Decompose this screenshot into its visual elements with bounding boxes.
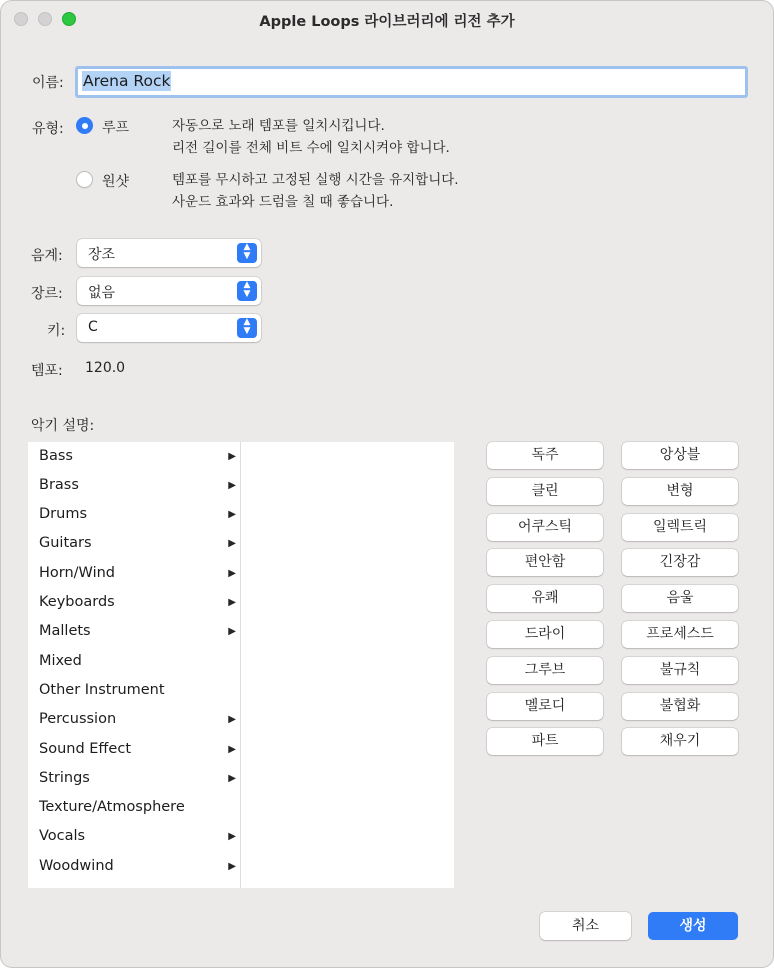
list-item-label: Sound Effect: [39, 740, 131, 757]
descriptor-button[interactable]: 일렉트릭: [622, 514, 738, 541]
triangle-right-icon: ▶: [228, 597, 236, 608]
list-item-label: Keyboards: [39, 594, 115, 610]
list-item[interactable]: [28, 853, 240, 882]
genre-popup[interactable]: [77, 277, 261, 305]
genre-popup-value: 없음: [88, 285, 116, 301]
list-item-label: Mixed: [39, 652, 82, 669]
loop-radio[interactable]: [76, 117, 93, 134]
oneshot-description-line1: 템포를 무시하고 고정된 실행 시간을 유지합니다.: [172, 172, 459, 188]
list-item-label: Percussion: [39, 711, 117, 728]
list-item[interactable]: [28, 472, 240, 501]
list-item-label: Texture/Atmosphere: [39, 799, 185, 816]
list-item[interactable]: [28, 648, 240, 677]
window-title: Apple Loops 라이브러리에 리전 추가: [259, 14, 515, 30]
list-item-label: Woodwind: [39, 857, 114, 874]
create-button[interactable]: 생성: [648, 912, 738, 940]
scale-popup-value: 장조: [88, 247, 116, 263]
triangle-right-icon: ▶: [228, 831, 236, 843]
descriptor-button[interactable]: 프로세스드: [622, 621, 738, 648]
list-item[interactable]: [28, 794, 240, 823]
descriptor-button[interactable]: 앙상블: [622, 442, 738, 469]
chevron-updown-icon: ▲ ▼: [237, 243, 257, 263]
key-popup[interactable]: [77, 314, 261, 342]
descriptor-button[interactable]: 그루브: [487, 657, 603, 684]
tempo-label: 템포:: [31, 363, 63, 379]
list-item[interactable]: [28, 501, 240, 530]
descriptor-button[interactable]: 유쾌: [487, 585, 603, 612]
descriptor-button[interactable]: 불규칙: [622, 657, 738, 684]
column-divider: [240, 442, 241, 888]
scale-label: 음계:: [31, 248, 63, 264]
descriptor-button[interactable]: 독주: [487, 442, 603, 469]
list-item-label: Drums: [39, 506, 87, 523]
key-label: 키:: [47, 323, 66, 339]
descriptor-button[interactable]: 어쿠스틱: [487, 514, 603, 541]
list-item-label: Other Instrument: [39, 681, 165, 698]
oneshot-radio[interactable]: [76, 171, 93, 188]
descriptor-button[interactable]: 클린: [487, 478, 603, 505]
loop-description-line2: 리전 길이를 전체 비트 수에 일치시켜야 합니다.: [172, 140, 450, 156]
triangle-right-icon: ▶: [228, 567, 236, 579]
name-field[interactable]: [75, 66, 748, 98]
triangle-right-icon: ▶: [228, 772, 236, 784]
list-item-label: Bass: [39, 447, 73, 464]
loop-description-line1: 자동으로 노래 템포를 일치시킵니다.: [172, 118, 385, 134]
descriptor-button[interactable]: 편안함: [487, 549, 603, 576]
descriptor-button[interactable]: 드라이: [487, 621, 603, 648]
list-item[interactable]: [28, 618, 240, 647]
list-item[interactable]: [28, 530, 240, 559]
descriptor-button[interactable]: 변형: [622, 478, 738, 505]
name-field-value: Arena Rock: [83, 72, 171, 90]
list-item[interactable]: [28, 560, 240, 589]
loop-radio-label[interactable]: 루프: [102, 120, 130, 136]
oneshot-description-line2: 사운드 효과와 드럼을 칠 때 좋습니다.: [172, 194, 394, 210]
triangle-right-icon: ▶: [228, 714, 236, 726]
triangle-right-icon: ▶: [228, 538, 236, 550]
scale-popup[interactable]: [77, 239, 261, 267]
descriptor-button[interactable]: 채우기: [622, 728, 738, 755]
triangle-right-icon: ▶: [228, 450, 236, 462]
name-label: 이름:: [32, 75, 64, 91]
list-item[interactable]: [28, 443, 240, 472]
list-item-label: Guitars: [39, 535, 92, 552]
key-popup-value: C: [88, 319, 98, 335]
list-item[interactable]: [28, 765, 240, 794]
descriptor-button[interactable]: 파트: [487, 728, 603, 755]
list-item[interactable]: [28, 823, 240, 852]
triangle-right-icon: ▶: [228, 860, 236, 872]
list-item-label: Brass: [39, 476, 79, 493]
chevron-updown-icon: ▲ ▼: [237, 281, 257, 301]
tempo-value: 120.0: [85, 360, 126, 376]
descriptor-button[interactable]: 긴장감: [622, 549, 738, 576]
list-item-label: Vocals: [39, 828, 86, 845]
descriptor-button[interactable]: 음울: [622, 585, 738, 612]
instrument-browser[interactable]: [28, 442, 454, 888]
chevron-updown-icon: ▲ ▼: [237, 318, 257, 338]
descriptor-button[interactable]: 불협화: [622, 693, 738, 720]
list-item[interactable]: [28, 677, 240, 706]
triangle-right-icon: ▶: [228, 743, 236, 755]
triangle-right-icon: ▶: [228, 509, 236, 521]
list-item[interactable]: [28, 589, 240, 618]
descriptor-button[interactable]: 멜로디: [487, 693, 603, 720]
list-item[interactable]: [28, 706, 240, 735]
title-bar: [1, 1, 773, 39]
genre-label: 장르:: [31, 286, 63, 302]
list-item[interactable]: [28, 736, 240, 765]
type-label: 유형:: [32, 121, 64, 137]
list-item-label: Strings: [39, 769, 90, 786]
list-item-label: Horn/Wind: [39, 564, 115, 581]
oneshot-radio-label[interactable]: 원샷: [102, 174, 130, 190]
instrument-label: 악기 설명:: [31, 418, 95, 434]
triangle-right-icon: ▶: [228, 626, 236, 638]
cancel-button[interactable]: 취소: [540, 912, 631, 940]
triangle-right-icon: ▶: [228, 479, 236, 491]
list-item-label: Mallets: [39, 623, 91, 640]
